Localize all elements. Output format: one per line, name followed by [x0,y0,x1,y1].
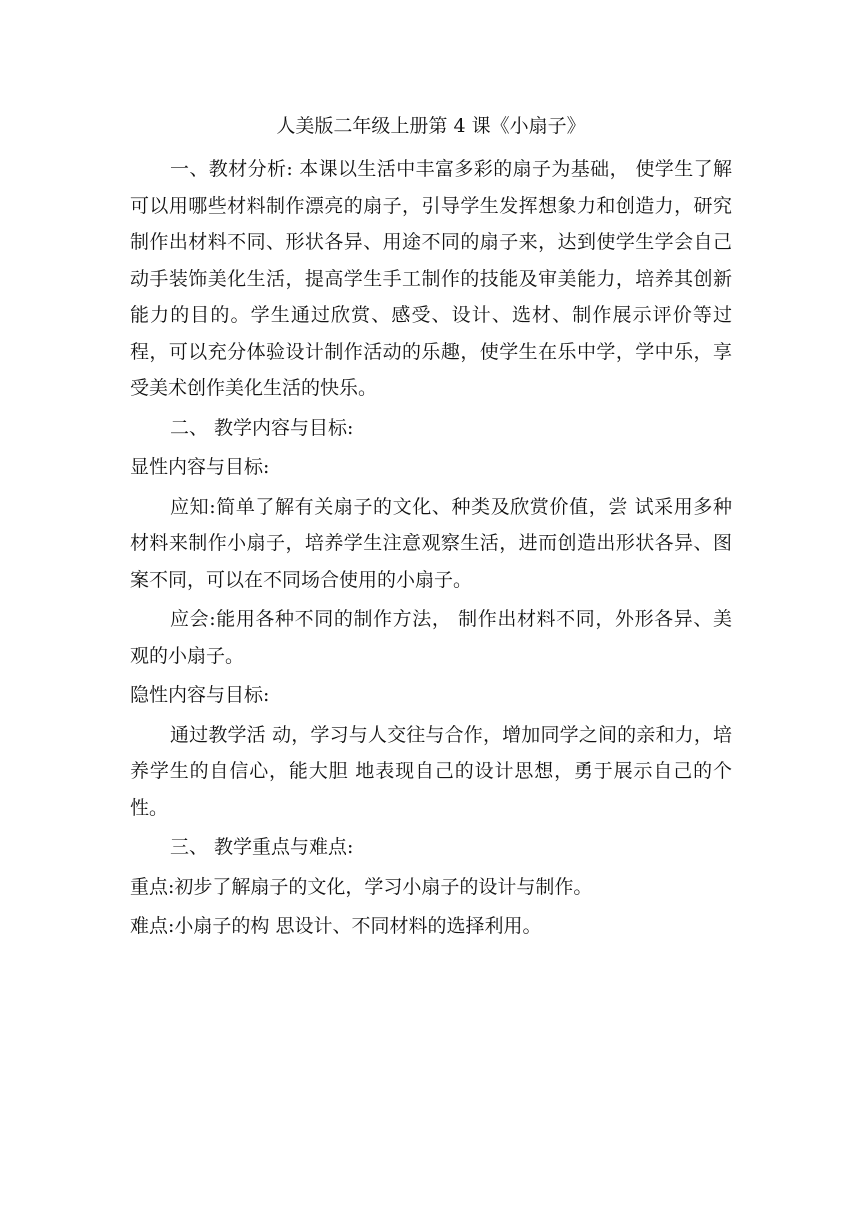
heading-key-points: 三、 教学重点与难点: [170,836,354,858]
heading-implicit-content: 隐性内容与目标: [130,684,270,706]
document-title: 人美版二年级上册第 4 课《小扇子》 [276,115,586,137]
paragraph-should-know: 应知:简单了解有关扇子的文化、种类及欣赏价值，尝 试采用多种材料来制作小扇子，培养学生注意观察生活，进而创造出形状各异、图案不同，可以在不同场合使用的小扇子。 [130,495,732,591]
paragraph-implicit-goals: 通过教学活 动，学习与人交往与合作，增加同学之间的亲和力，培养学生的自信心，能大胆 地表现自己的设计思想，勇于展示自己的个性。 [130,723,732,819]
heading-teaching-content: 二、 教学内容与目标: [170,416,354,439]
heading-explicit-content: 显性内容与目标: [130,456,270,478]
paragraph-difficult-point: 难点:小扇子的构 思设计、不同材料的选择利用。 [130,915,542,937]
paragraph-textbook-analysis: 一、教材分析: 本课以生活中丰富多彩的扇子为基础， 使学生了解可以用哪些材料制作漂亮的扇子，引导学生发挥想象力和创造力，研究制作出材料不同、形状各异、用途不同的扇子来，达到使学生学会自己动手装饰美化生活，提高学生手工制作的技能及审美能力，培养其创新能力的目的。学生通过欣赏、感受、设计、选材、制作展示评价等过程，可以充分体验设计制作活动的乐趣，使学生在乐中学，学中乐，享受美术创作美化生活的快乐。 [130,158,732,399]
paragraph-should-be-able: 应会:能用各种不同的制作方法， 制作出材料不同，外形各异、美观的小扇子。 [130,608,732,667]
paragraph-key-point: 重点:初步了解扇子的文化，学习小扇子的设计与制作。 [130,875,593,898]
document-page [130,108,732,945]
